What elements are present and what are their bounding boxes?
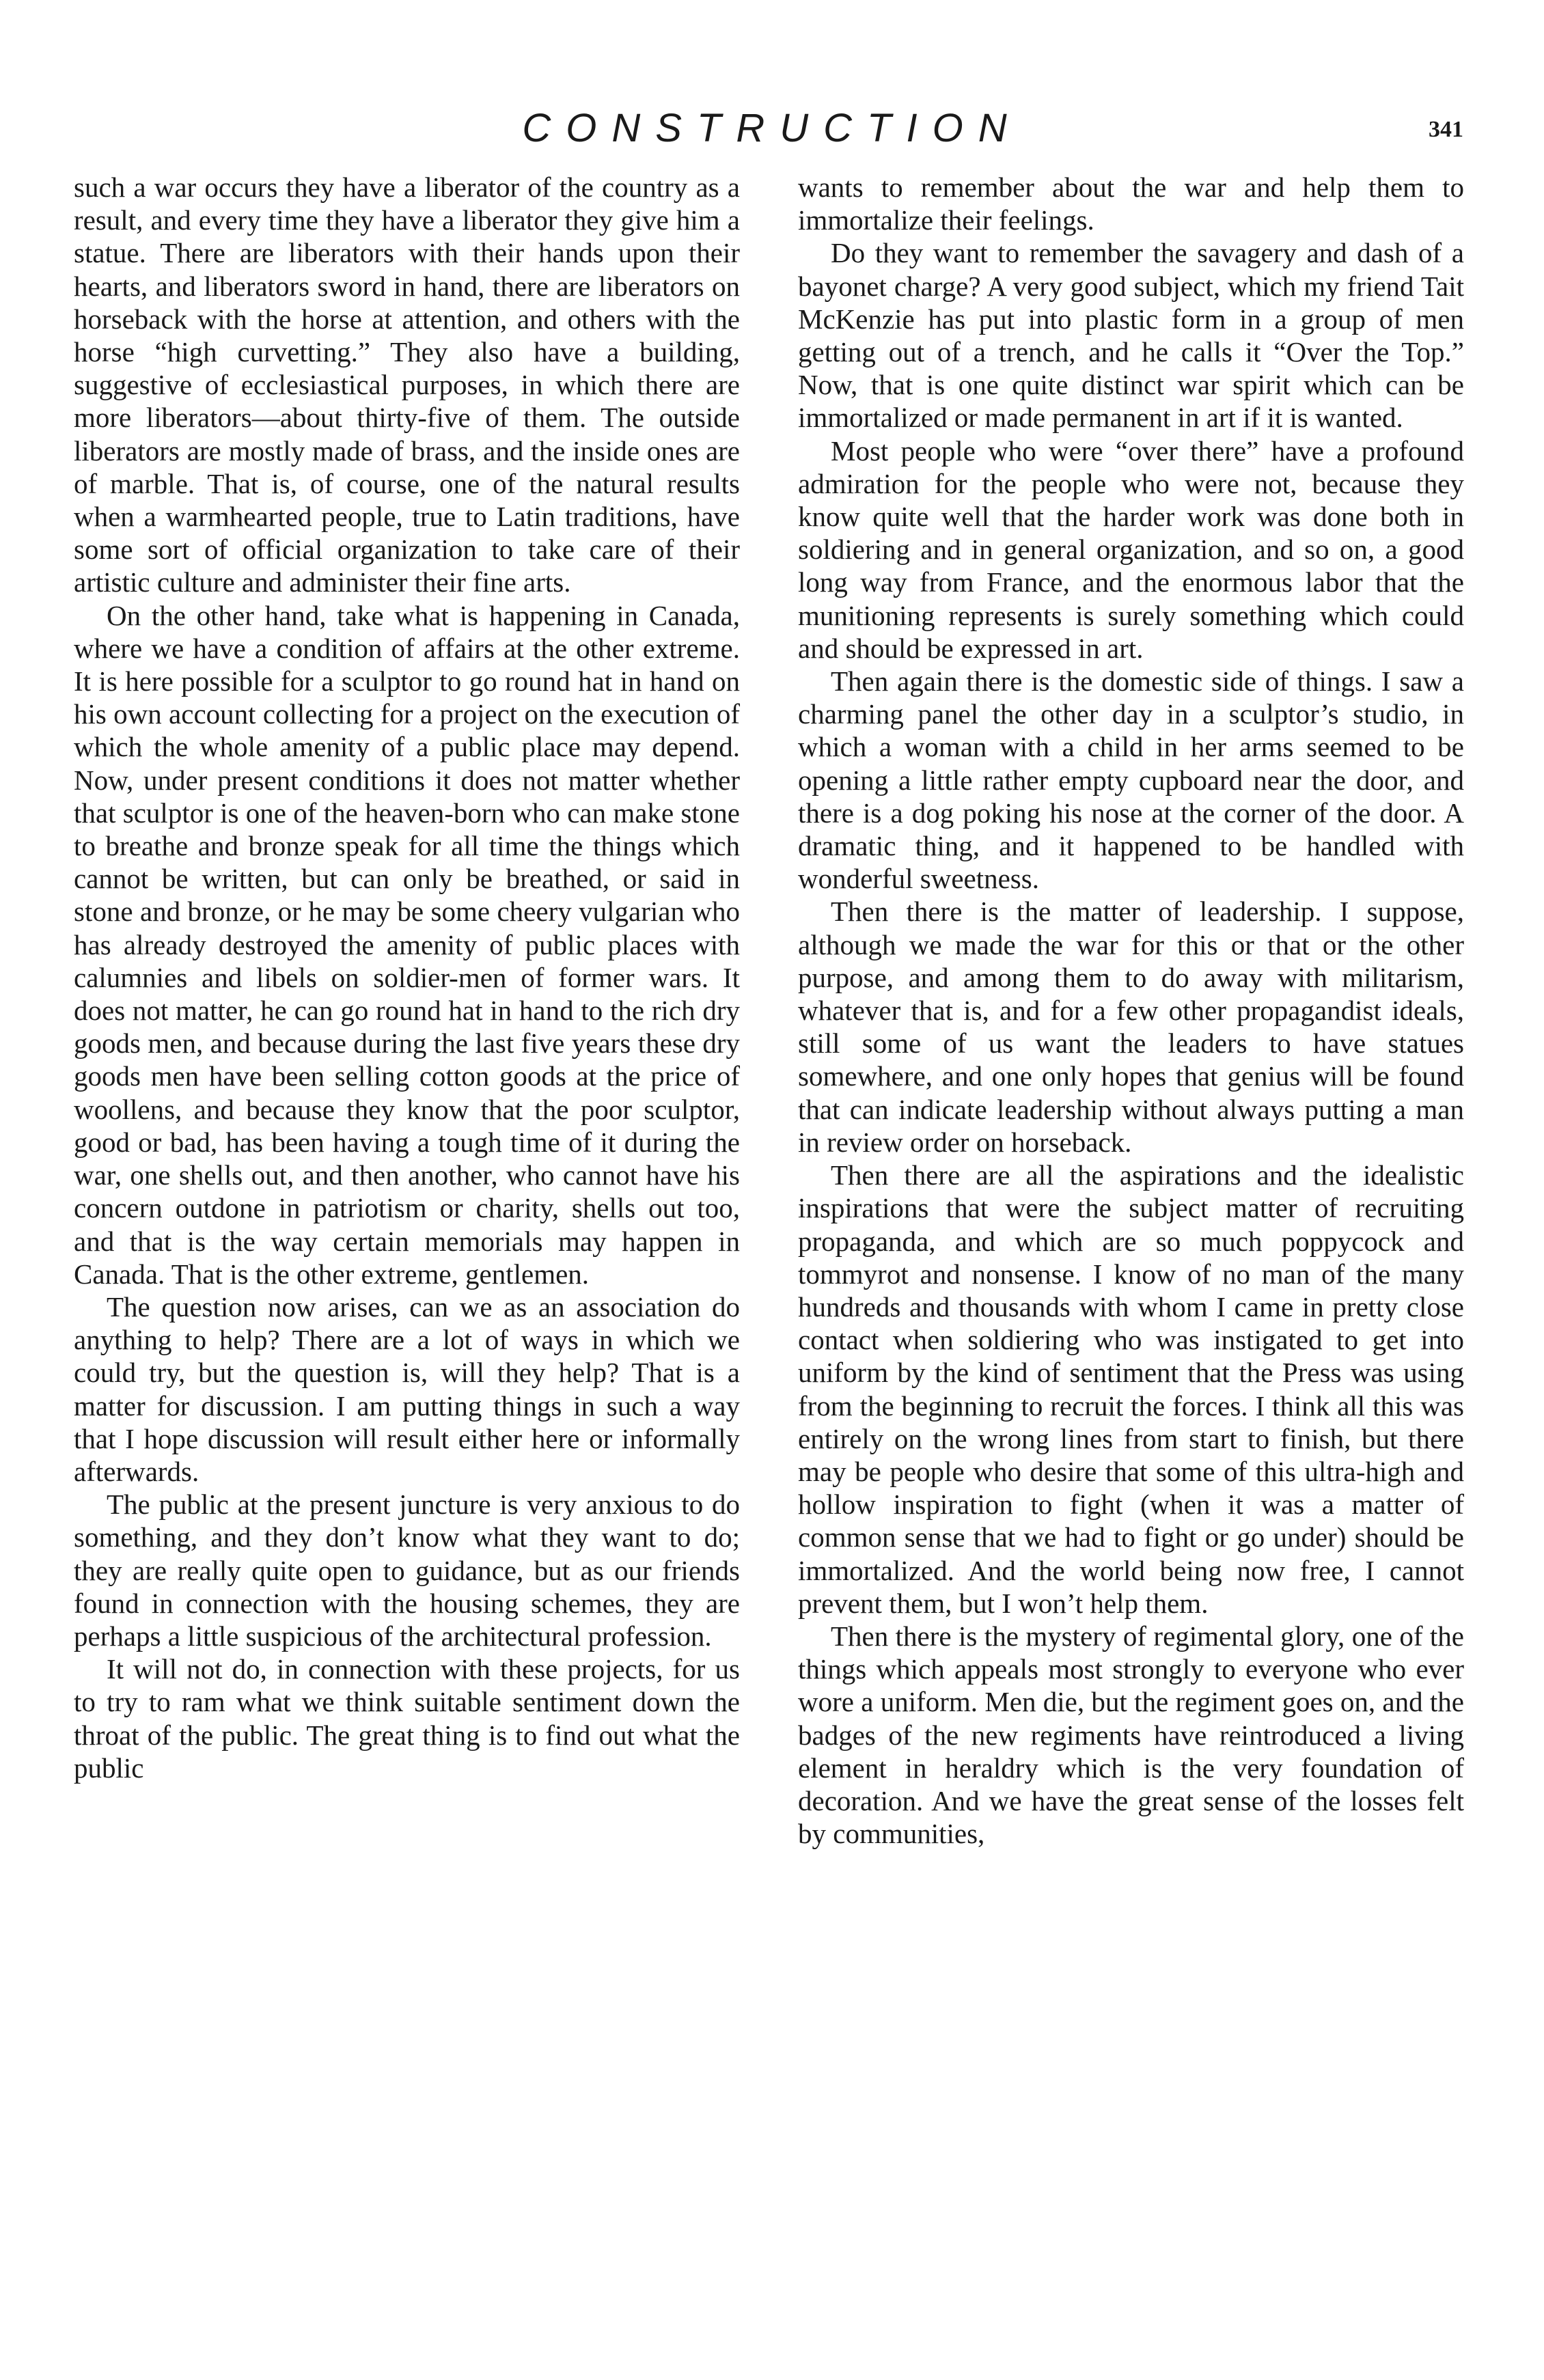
paragraph: Then again there is the domestic side of things. I saw a charming panel the other day in a sculptor’s studio, in which a woman with a child in her arms seemed to be opening a little rather empty cupboard near the door, and there is a dog poking his nose at the corner of the door. A dramatic thing, and it happened to be handled with wonderful sweetness. [798, 665, 1464, 895]
paragraph: Most people who were “over there” have a profound admiration for the people who were not, because they know quite well that the harder work was done both in soldiering and in general organization, and so on, a good long way from France, and the enormous labor that the munitioning represents is surely something which could and should be expressed in art. [798, 434, 1464, 664]
right-column [798, 171, 1464, 1850]
paragraph: wants to remember about the war and help them to immortalize their feelings. [798, 171, 1464, 236]
paragraph: The public at the present juncture is very anxious to do something, and they don’t know what they want to do; they are really quite open to guidance, but as our friends found in connection with the housing schemes, they are perhaps a little suspicious of the architectural profession. [74, 1489, 740, 1652]
paragraph: Do they want to remember the savagery and dash of a bayonet charge? A very good subject, which my friend Tait McKenzie has put into plastic form in a group of men getting out of a trench, and he calls it “Over the Top.” Now, that is one quite distinct war spirit which can be immortalized or made permanent in art if it is wanted. [798, 237, 1464, 434]
running-head [0, 101, 1544, 156]
paragraph: It will not do, in connection with these projects, for us to try to ram what we think suitable sentiment down the throat of the public. The great thing is to find out what the public [74, 1653, 740, 1784]
paragraph: On the other hand, take what is happening in Canada, where we have a condition of affairs at the other extreme. It is here possible for a sculptor to go round hat in hand on his own account collecting for a project on the execution of which the whole amenity of a public place may depend. Now, under present conditions it does not matter whether that sculptor is one of the heaven-born who can make stone to breathe and bronze speak for all time the things which cannot be written, but can only be breathed, or said in stone and bronze, or he may be some cheery vulgarian who has already destroyed the amenity of public places with calumnies and libels on soldier-men of former wars. It does not matter, he can go round hat in hand to the rich dry goods men, and because during the last five years these dry goods men have been selling cotton goods at the price of woollens, and because they know that the poor sculptor, good or bad, has been having a tough time of it during the war, one shells out, and then another, who cannot have his concern outdone in patriotism or charity, shells out too, and that is the way certain memorials may happen in Canada. That is the other extreme, gentlemen. [74, 599, 740, 1290]
paragraph: such a war occurs they have a liberator of the country as a result, and every time they have a liberator they give him a statue. There are liberators with their hands upon their hearts, and liberators sword in hand, there are liberators on horseback with the horse at attention, and others with the horse “high curvetting.” They also have a building, suggestive of ecclesiastical purposes, in which there are more liberators—about thirty-five of them. The outside liberators are mostly made of brass, and the inside ones are of marble. That is, of course, one of the natural results when a warmhearted people, true to Latin traditions, have some sort of official organization to take care of their artistic culture and administer their fine arts. [74, 171, 740, 598]
left-column [74, 171, 740, 1784]
running-title: CONSTRUCTION [522, 106, 1022, 150]
paragraph: Then there is the matter of leadership. I suppose, although we made the war for this or that or the other purpose, and among them to do away with militarism, whatever that is, and for a few other propagandist ideals, still some of us want the leaders to have statues somewhere, and one only hopes that genius will be found that can indicate leadership without always putting a man in review order on horseback. [798, 896, 1464, 1158]
paragraph: The question now arises, can we as an association do anything to help? There are a lot of ways in which we could try, but the question is, will they help? That is a matter for discussion. I am putting things in such a way that I hope discussion will result either here or informally afterwards. [74, 1290, 740, 1487]
paragraph: Then there is the mystery of regimental glory, one of the things which appeals most strongly to everyone who ever wore a uniform. Men die, but the regiment goes on, and the badges of the new regiments have reintroduced a living element in heraldry which is the very foundation of decoration. And we have the great sense of the losses felt by communities, [798, 1620, 1464, 1850]
paragraph: Then there are all the aspirations and the idealistic inspirations that were the subject matter of recruiting propaganda, and which are so much poppycock and tommyrot and nonsense. I know of no man of the many hundreds and thousands with whom I came in pretty close contact when soldiering who was instigated to get into uniform by the kind of sentiment that the Press was using from the beginning to recruit the forces. I think all this was entirely on the wrong lines from start to finish, but there may be people who desire that some of this ultra-high and hollow inspiration to fight (when it was a matter of common sense that we had to fight or go under) should be immortalized. And the world being now free, I cannot prevent them, but I won’t help them. [798, 1159, 1464, 1619]
page-number: 341 [1429, 117, 1463, 142]
